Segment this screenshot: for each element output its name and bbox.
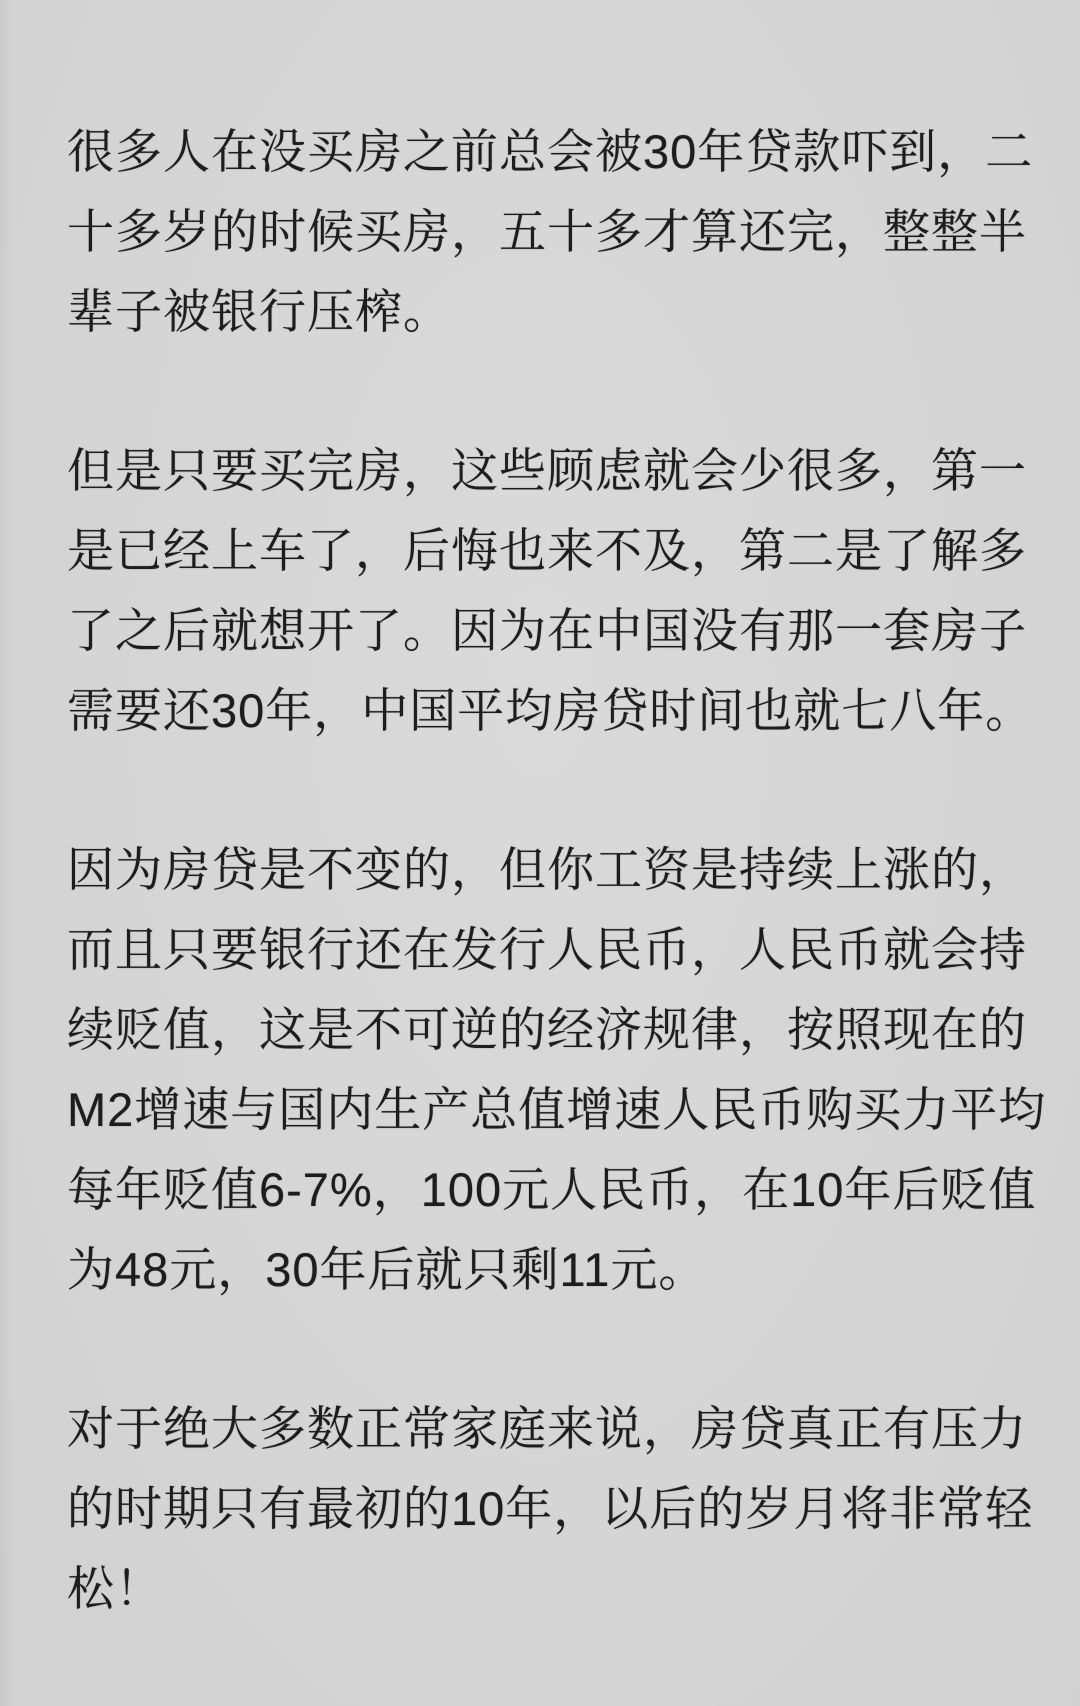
text-line: 松！	[67, 1562, 163, 1615]
text-line: 很多人在没买房之前总会被30年贷款吓到，二	[67, 125, 1034, 178]
text-line: 的时期只有最初的10年，以后的岁月将非常轻	[67, 1482, 1034, 1535]
text-line: 是已经上车了，后悔也来不及，第二是了解多	[67, 524, 1027, 577]
text-line: 因为房贷是不变的，但你工资是持续上涨的，	[67, 843, 1027, 896]
paragraph-mortgage-fear	[67, 112, 1034, 352]
paragraph-conclusion	[67, 1389, 1034, 1629]
paragraph-inflation	[67, 830, 1047, 1310]
text-line: 续贬值，这是不可逆的经济规律，按照现在的	[67, 1003, 1027, 1056]
text-line: 十多岁的时候买房，五十多才算还完，整整半	[67, 205, 1027, 258]
text-line: 为48元，30年后就只剩11元。	[67, 1243, 707, 1296]
text-line: 对于绝大多数正常家庭来说，房贷真正有压力	[67, 1402, 1027, 1455]
paragraph-after-buying	[67, 431, 1034, 751]
text-line: 需要还30年，中国平均房贷时间也就七八年。	[67, 684, 1034, 737]
text-line: 每年贬值6-7%，100元人民币，在10年后贬值	[67, 1163, 1037, 1216]
text-line: 辈子被银行压榨。	[67, 285, 451, 338]
text-line: M2增速与国内生产总值增速人民币购买力平均	[67, 1083, 1047, 1136]
text-line: 了之后就想开了。因为在中国没有那一套房子	[67, 604, 1027, 657]
text-line: 但是只要买完房，这些顾虑就会少很多，第一	[67, 444, 1027, 497]
text-line: 而且只要银行还在发行人民币，人民币就会持	[67, 923, 1027, 976]
